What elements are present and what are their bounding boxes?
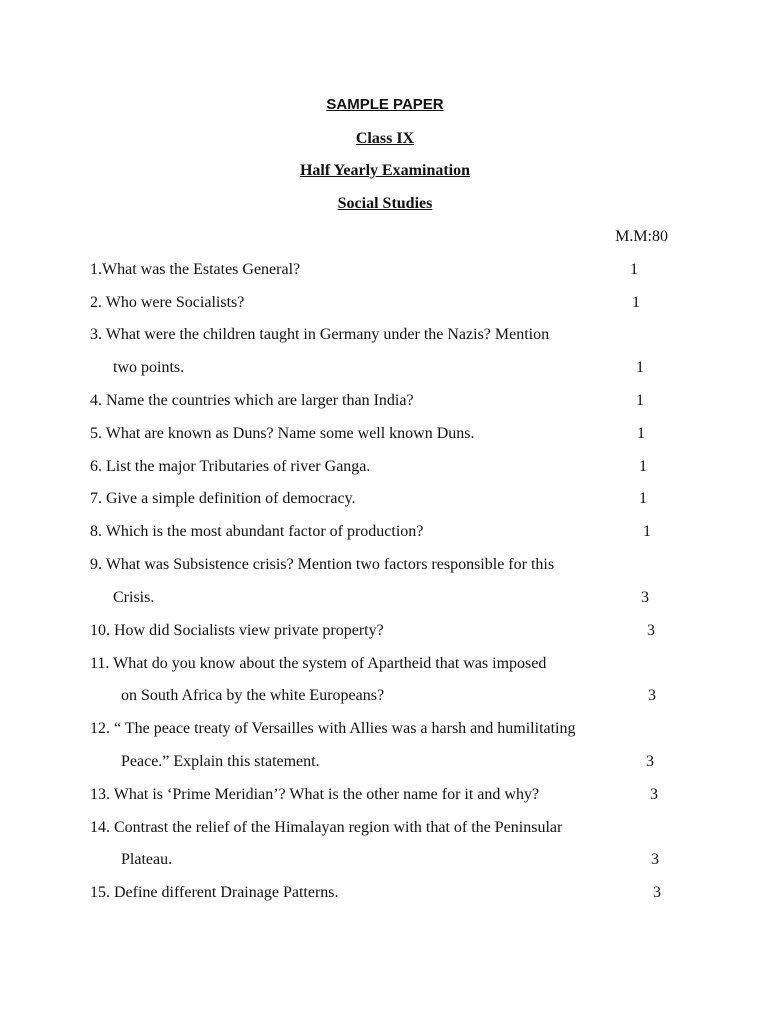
question-text-continued: Crisis.: [113, 589, 155, 606]
question-marks: 3: [647, 622, 655, 639]
question-marks: 1: [637, 425, 645, 442]
question-marks: 3: [646, 753, 654, 770]
question-marks: 1: [639, 458, 647, 475]
question-text: 2. Who were Socialists?: [90, 294, 245, 311]
question-text-continued: Plateau.: [121, 851, 173, 868]
question-marks: 1: [643, 523, 651, 540]
question-marks: 3: [648, 687, 656, 704]
max-marks: M.M:80: [615, 228, 668, 245]
question-text: 12. “ The peace treaty of Versailles with Allies was a harsh and humilitating: [90, 720, 576, 737]
paper-title: SAMPLE PAPER: [326, 96, 444, 113]
question-marks: 3: [651, 851, 659, 868]
question-text: 3. What were the children taught in Germany under the Nazis? Mention: [90, 326, 550, 343]
question-marks: 1: [636, 392, 644, 409]
question-text: 8. Which is the most abundant factor of production?: [90, 523, 424, 540]
class-heading: Class IX: [355, 130, 415, 147]
subject-heading: Social Studies: [337, 195, 433, 212]
question-text: 1.What was the Estates General?: [90, 261, 301, 278]
question-marks: 1: [639, 490, 647, 507]
question-marks: 1: [630, 261, 638, 278]
question-marks: 1: [636, 359, 644, 376]
question-text-continued: Peace.” Explain this statement.: [121, 753, 320, 770]
question-text: 9. What was Subsistence crisis? Mention two factors responsible for this: [90, 556, 555, 573]
question-marks: 3: [653, 884, 661, 901]
question-text: 11. What do you know about the system of Apartheid that was imposed: [90, 655, 547, 672]
question-text-continued: two points.: [113, 359, 185, 376]
question-text: 5. What are known as Duns? Name some well known Duns.: [90, 425, 475, 442]
question-text: 14. Contrast the relief of the Himalayan region with that of the Peninsular: [90, 819, 563, 836]
exam-heading: Half Yearly Examination: [299, 162, 471, 179]
question-marks: 1: [632, 294, 640, 311]
question-text: 13. What is ‘Prime Meridian’? What is the other name for it and why?: [90, 786, 540, 803]
question-text: 15. Define different Drainage Patterns.: [90, 884, 339, 901]
question-text: 10. How did Socialists view private property?: [90, 622, 384, 639]
question-text: 4. Name the countries which are larger than India?: [90, 392, 414, 409]
question-marks: 3: [641, 589, 649, 606]
question-marks: 3: [650, 786, 658, 803]
question-text: 6. List the major Tributaries of river Ganga.: [90, 458, 371, 475]
question-text-continued: on South Africa by the white Europeans?: [121, 687, 385, 704]
question-text: 7. Give a simple definition of democracy.: [90, 490, 356, 507]
